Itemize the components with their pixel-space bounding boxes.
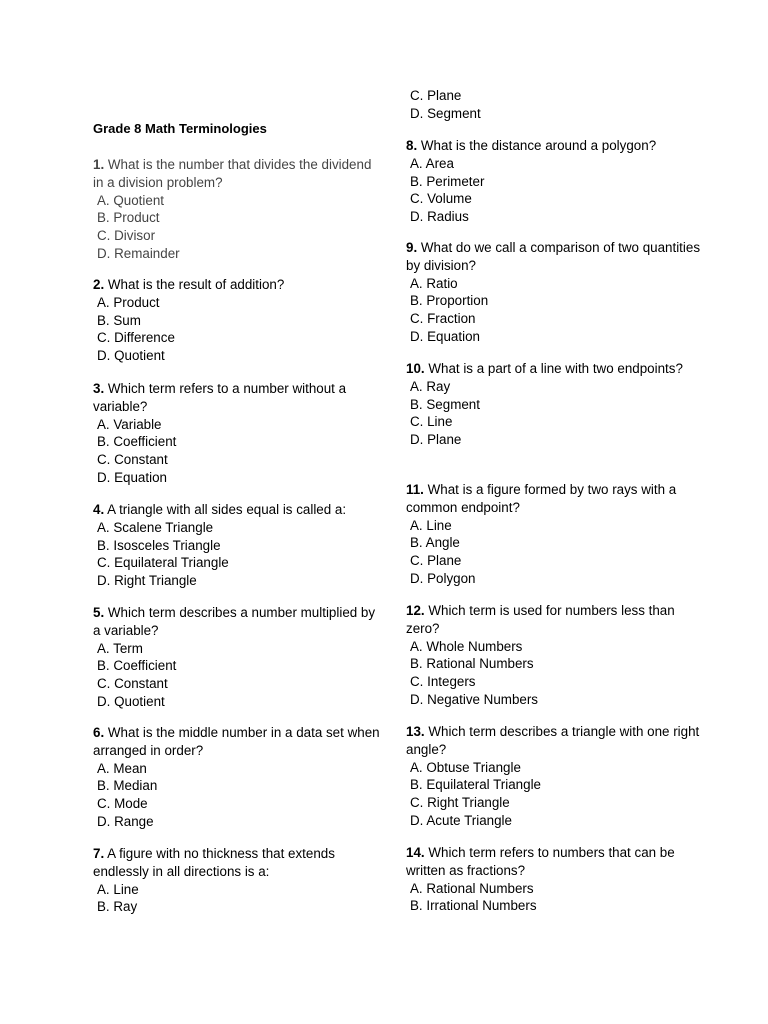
question-2 — [93, 276, 383, 365]
option: C. Plane — [410, 88, 462, 103]
option: A. Ratio — [410, 275, 458, 291]
option: B. Angle — [410, 535, 460, 551]
option: D. Remainder — [97, 245, 180, 261]
option: D. Equation — [97, 469, 167, 485]
question-7-continued — [406, 87, 706, 123]
question-text: What is a part of a line with two endpoints? — [428, 361, 683, 376]
option: B. Proportion — [410, 293, 489, 309]
question-10 — [406, 360, 706, 449]
option: C. Volume — [410, 191, 472, 207]
option: B. Sum — [97, 312, 141, 328]
option: D. Acute Triangle — [410, 812, 512, 828]
question-number: 5. — [93, 605, 105, 620]
options-list — [406, 759, 706, 830]
question-text: What is the distance around a polygon? — [420, 138, 657, 153]
option: A. Quotient — [97, 192, 164, 208]
option: C. Right Triangle — [410, 795, 510, 811]
question-text: Which term describes a triangle with one right angle? — [406, 724, 700, 757]
question-14 — [406, 844, 706, 915]
question-9 — [406, 239, 706, 346]
option: B. Segment — [410, 396, 480, 412]
question-11 — [406, 481, 706, 588]
option: A. Obtuse Triangle — [410, 759, 521, 775]
option: A. Mean — [97, 760, 147, 776]
option: C. Divisor — [97, 228, 156, 244]
question-text: Which term refers to a number without a variable? — [93, 381, 347, 414]
question-number: 12. — [406, 603, 425, 618]
option: A. Product — [97, 294, 160, 310]
options-list — [406, 155, 706, 226]
question-text: Which term is used for numbers less than zero? — [406, 603, 675, 636]
options-list — [406, 378, 706, 449]
question-6 — [93, 724, 383, 831]
options-list — [93, 760, 383, 831]
question-number: 2. — [93, 277, 105, 292]
question-13 — [406, 723, 706, 830]
question-3 — [93, 380, 383, 487]
option: B. Coefficient — [97, 658, 177, 674]
question-4 — [93, 501, 383, 590]
options-list — [406, 638, 706, 709]
option: A. Line — [97, 881, 139, 897]
option: D. Polygon — [410, 570, 476, 586]
option: A. Line — [410, 517, 452, 533]
question-number: 4. — [93, 502, 105, 517]
option: D. Quotient — [97, 693, 165, 709]
option: C. Constant — [97, 676, 168, 692]
options-list — [93, 640, 383, 711]
option: D. Negative Numbers — [410, 691, 539, 707]
options-list — [93, 519, 383, 590]
option: B. Perimeter — [410, 173, 485, 189]
option: C. Mode — [97, 796, 148, 812]
option: D. Plane — [410, 432, 462, 448]
option: C. Equilateral Triangle — [97, 555, 229, 571]
option: B. Product — [97, 210, 160, 226]
option: A. Variable — [97, 416, 162, 432]
option: C. Constant — [97, 452, 168, 468]
option: D. Right Triangle — [97, 573, 197, 589]
option: C. Integers — [410, 674, 476, 690]
question-text: Which term describes a number multiplied by a variable? — [93, 605, 376, 638]
question-number: 10. — [406, 361, 425, 376]
option: D. Equation — [410, 328, 480, 344]
option: D. Quotient — [97, 348, 165, 364]
document-title: Grade 8 Math Terminologies — [93, 121, 267, 136]
option: B. Isosceles Triangle — [97, 537, 221, 553]
question-text: What do we call a comparison of two quantities by division? — [406, 240, 701, 273]
question-text: What is the result of addition? — [107, 277, 285, 292]
options-list — [93, 416, 383, 487]
option: D. Segment — [410, 105, 481, 121]
question-1 — [93, 156, 383, 263]
question-number: 7. — [93, 846, 105, 861]
option: A. Area — [410, 155, 454, 171]
question-text: What is the middle number in a data set when arranged in order? — [93, 725, 380, 758]
question-number: 3. — [93, 381, 105, 396]
option: B. Irrational Numbers — [410, 898, 537, 914]
option: A. Term — [97, 640, 143, 656]
question-text: A triangle with all sides equal is called a: — [107, 502, 347, 517]
question-text: A figure with no thickness that extends endlessly in all directions is a: — [93, 846, 335, 879]
option: D. Radius — [410, 209, 469, 225]
question-number: 9. — [406, 240, 418, 255]
question-number: 8. — [406, 138, 418, 153]
question-8 — [406, 137, 706, 226]
question-5 — [93, 604, 383, 711]
option: C. Line — [410, 414, 453, 430]
question-12 — [406, 602, 706, 709]
option: C. Difference — [97, 330, 175, 346]
option: B. Median — [97, 778, 158, 794]
option: B. Coefficient — [97, 434, 177, 450]
options-list — [406, 880, 706, 916]
question-number: 1. — [93, 157, 105, 172]
option: B. Rational Numbers — [410, 656, 534, 672]
question-number: 6. — [93, 725, 105, 740]
question-number: 11. — [406, 482, 424, 497]
option: A. Ray — [410, 378, 451, 394]
option: A. Rational Numbers — [410, 880, 534, 896]
option: C. Fraction — [410, 311, 476, 327]
option: B. Equilateral Triangle — [410, 777, 542, 793]
options-list — [406, 517, 706, 588]
question-number: 14. — [406, 845, 425, 860]
options-list — [93, 192, 383, 263]
question-text: What is the number that divides the dividend in a division problem? — [93, 157, 372, 190]
question-7 — [93, 845, 383, 916]
option: C. Plane — [410, 553, 462, 569]
question-text: What is a figure formed by two rays with a common endpoint? — [406, 482, 677, 515]
options-list — [406, 275, 706, 346]
options-list — [93, 294, 383, 365]
option: A. Scalene Triangle — [97, 519, 214, 535]
options-list — [93, 881, 383, 917]
question-number: 13. — [406, 724, 425, 739]
option: D. Range — [97, 813, 154, 829]
option: B. Ray — [97, 899, 138, 915]
option: A. Whole Numbers — [410, 638, 523, 654]
question-text: Which term refers to numbers that can be written as fractions? — [406, 845, 675, 878]
options-list — [406, 87, 706, 123]
